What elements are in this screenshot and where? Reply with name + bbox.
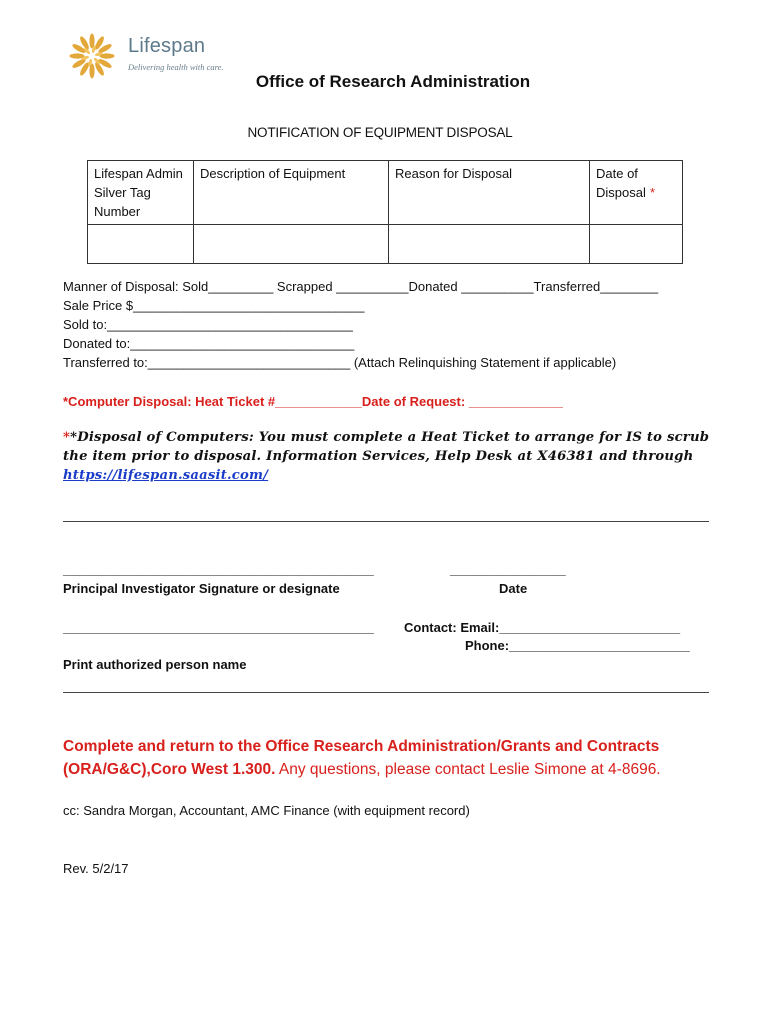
date-label: Date (499, 581, 528, 596)
pi-signature-label: Principal Investigator Signature or designate (63, 581, 340, 596)
logo-name: Lifespan (128, 35, 206, 57)
manner-of-disposal-line[interactable]: Manner of Disposal: Sold_________ Scrapped __________Donated __________Transferred________ (63, 279, 659, 294)
disposal-notice-text: *Disposal of Computers: You must complete a Heat Ticket to arrange for IS to scrub the item prior to disposal. Information Services, Help Desk at X46381 and through (63, 430, 710, 464)
equipment-table (87, 160, 683, 264)
divider (63, 521, 709, 522)
return-instructions-contact: Any questions, please contact Leslie Simone at 4-8696. (275, 761, 661, 778)
date-line[interactable]: ________________ (450, 562, 566, 577)
print-name-line[interactable]: ___________________________________________ (63, 620, 374, 635)
notice-asterisk: * (63, 430, 71, 445)
header-date: Date of Disposal * (590, 161, 683, 225)
contact-email-field[interactable]: Contact: Email:_________________________ (404, 620, 681, 635)
return-instructions (63, 735, 743, 781)
header-description: Description of Equipment (194, 161, 389, 225)
header-tag-number: Lifespan Admin Silver Tag Number (88, 161, 194, 225)
print-name-label: Print authorized person name (63, 657, 247, 672)
divider (63, 692, 709, 693)
cc-line: cc: Sandra Morgan, Accountant, AMC Finance (with equipment record) (63, 803, 470, 818)
sold-to-field[interactable]: Sold to:__________________________________ (63, 317, 353, 332)
cell-description[interactable] (194, 225, 389, 264)
header-reason: Reason for Disposal (389, 161, 590, 225)
revision-date: Rev. 5/2/17 (63, 861, 129, 876)
disposal-notice (63, 428, 713, 485)
form-title: NOTIFICATION OF EQUIPMENT DISPOSAL (247, 125, 513, 140)
pi-signature-line[interactable]: ___________________________________________ (63, 562, 374, 577)
help-desk-link[interactable]: https://lifespan.saasit.com/ (63, 468, 269, 483)
contact-phone-field[interactable]: Phone:_________________________ (465, 638, 690, 653)
cell-reason[interactable] (389, 225, 590, 264)
cell-tag-number[interactable] (88, 225, 194, 264)
return-instructions-bold: Complete and return to the Office Research Administration/Grants and Contracts (ORA/G&C),Coro West 1.300. (63, 738, 660, 778)
required-mark: * (650, 185, 656, 200)
logo-tagline: Delivering health with care. (128, 62, 224, 72)
computer-disposal-line[interactable]: *Computer Disposal: Heat Ticket #____________Date of Request: _____________ (63, 394, 563, 409)
donated-to-field[interactable]: Donated to:_______________________________ (63, 336, 355, 351)
sale-price-field[interactable]: Sale Price $________________________________ (63, 298, 365, 313)
table-row (88, 225, 683, 264)
transferred-to-label[interactable]: Transferred to:____________________________ (63, 355, 351, 370)
office-title: Office of Research Administration (255, 72, 531, 91)
attach-note: (Attach Relinquishing Statement if applicable) (353, 355, 617, 370)
transferred-to-field[interactable] (63, 355, 616, 370)
table-header-row (88, 161, 683, 225)
cell-date[interactable] (590, 225, 683, 264)
